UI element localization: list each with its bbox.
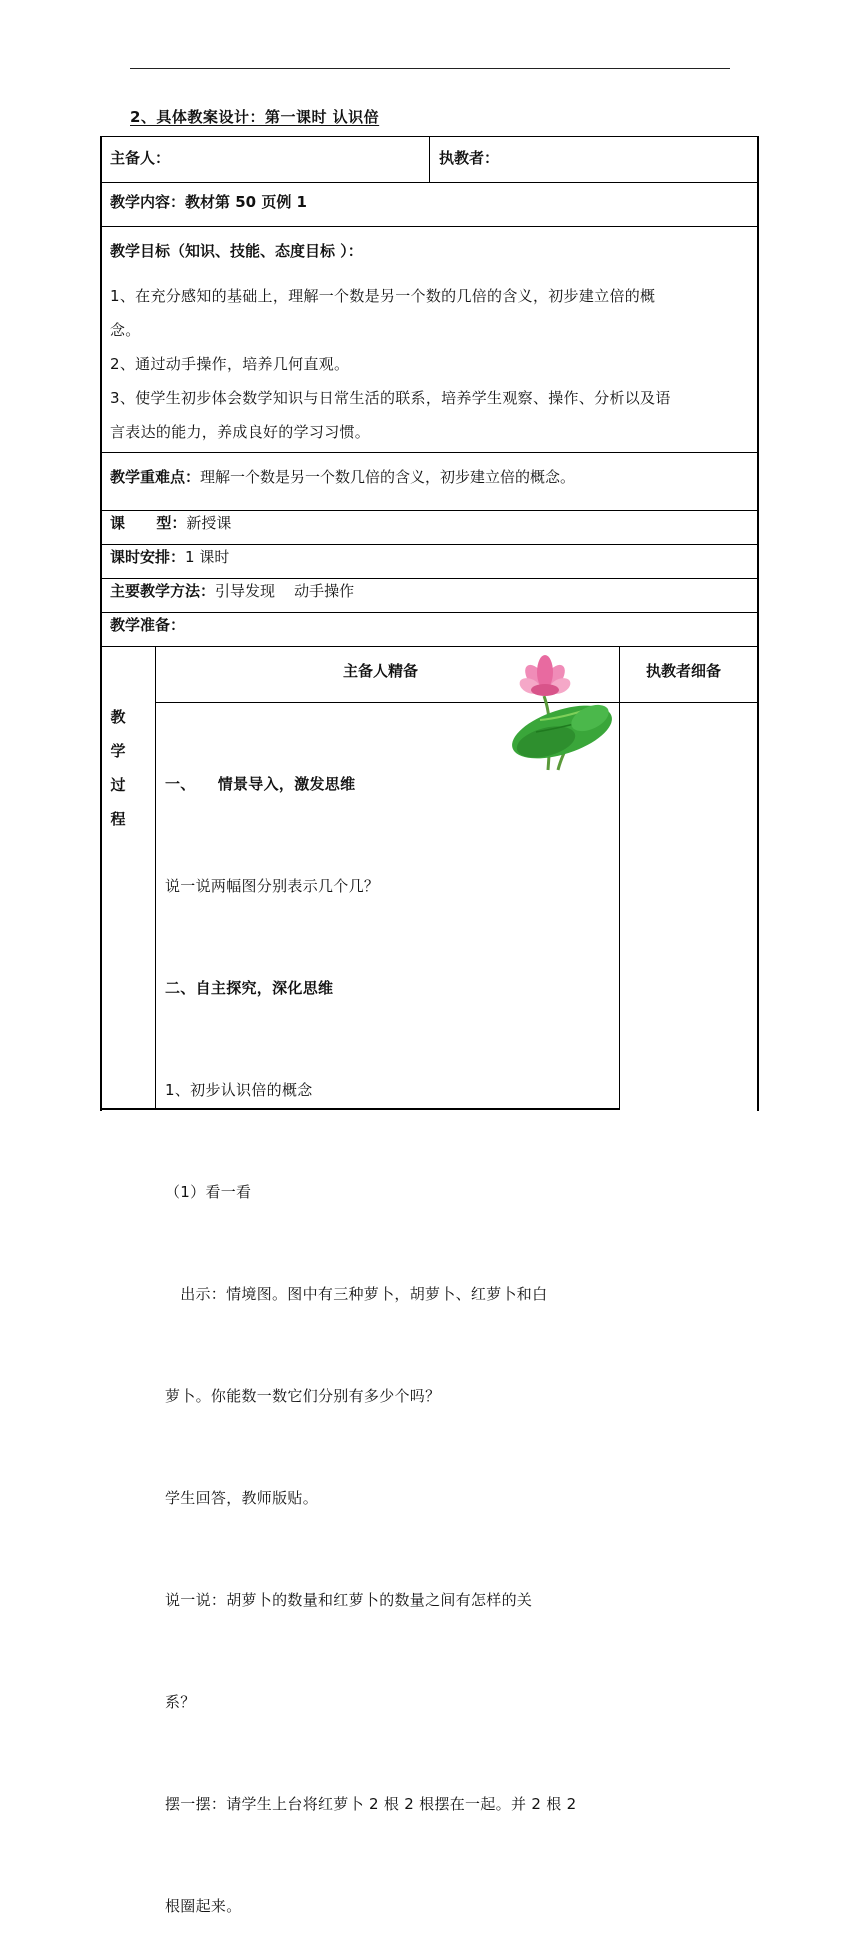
process-line: 二、自主探究，深化思维 bbox=[165, 979, 334, 997]
key-value: 理解一个数是另一个数几倍的含义，初步建立倍的概念。 bbox=[200, 468, 576, 486]
process-line: 说一说两幅图分别表示几个几？ bbox=[165, 877, 380, 895]
goal-line: 2、通过动手操作，培养几何直观。 bbox=[110, 355, 350, 373]
key-label: 教学重难点： bbox=[110, 468, 201, 486]
method-row bbox=[110, 581, 354, 601]
method-value: 引导发现 动手操作 bbox=[215, 582, 355, 600]
prep-label: 教学准备： bbox=[110, 616, 186, 634]
process-line: 摆一摆：请学生上台将红萝卜 2 根 2 根摆在一起。并 2 根 2 bbox=[165, 1795, 577, 1813]
preparer-label: 主备人： bbox=[110, 149, 171, 167]
teacher-label: 执教者： bbox=[439, 149, 500, 167]
goal-line: 1、在充分感知的基础上，理解一个数是另一个数的几倍的含义，初步建立倍的概 bbox=[110, 287, 656, 305]
type-row bbox=[110, 513, 231, 533]
goal-line: 念。 bbox=[110, 321, 141, 339]
schedule-row bbox=[110, 547, 229, 567]
col-main-header: 主备人精备 bbox=[343, 662, 419, 680]
type-label: 课 型： bbox=[110, 514, 187, 532]
process-line: 出示：情境图。图中有三种萝卜，胡萝卜、红萝卜和白 bbox=[165, 1285, 548, 1303]
process-line: （1）看一看 bbox=[165, 1183, 252, 1201]
page-heading: 2、具体教案设计：第一课时 认识倍 bbox=[130, 108, 380, 126]
schedule-label: 课时安排： bbox=[110, 548, 186, 566]
goal-line: 3、使学生初步体会数学知识与日常生活的联系，培养学生观察、操作、分析以及语 bbox=[110, 389, 671, 407]
type-value: 新授课 bbox=[186, 514, 232, 532]
lotus-illustration bbox=[500, 648, 620, 773]
process-line: 学生回答，教师版贴。 bbox=[165, 1489, 319, 1507]
process-body bbox=[165, 699, 615, 1957]
header-rule bbox=[130, 68, 730, 69]
content-value: 教材第 50 页例 1 bbox=[185, 193, 307, 211]
process-line: 1、初步认识倍的概念 bbox=[165, 1081, 313, 1099]
method-label: 主要教学方法： bbox=[110, 582, 216, 600]
process-line: 萝卜。你能数一数它们分别有多少个吗？ bbox=[165, 1387, 441, 1405]
schedule-value: 1 课时 bbox=[185, 548, 230, 566]
goals-title: 教学目标（知识、技能、态度目标 ）： bbox=[110, 242, 363, 260]
content-row bbox=[110, 192, 307, 212]
process-line: 根圈起来。 bbox=[165, 1897, 242, 1915]
goals-list bbox=[110, 279, 755, 449]
goal-line: 言表达的能力，养成良好的学习习惯。 bbox=[110, 423, 371, 441]
process-line: 系？ bbox=[165, 1693, 196, 1711]
content-label: 教学内容： bbox=[110, 193, 186, 211]
key-row bbox=[110, 467, 575, 487]
process-line: 说一说：胡萝卜的数量和红萝卜的数量之间有怎样的关 bbox=[165, 1591, 533, 1609]
col-detail-header: 执教者细备 bbox=[646, 662, 722, 680]
process-side-label: 教 学 过 程 bbox=[110, 708, 126, 828]
process-line: 一、 情景导入，激发思维 bbox=[165, 775, 356, 793]
